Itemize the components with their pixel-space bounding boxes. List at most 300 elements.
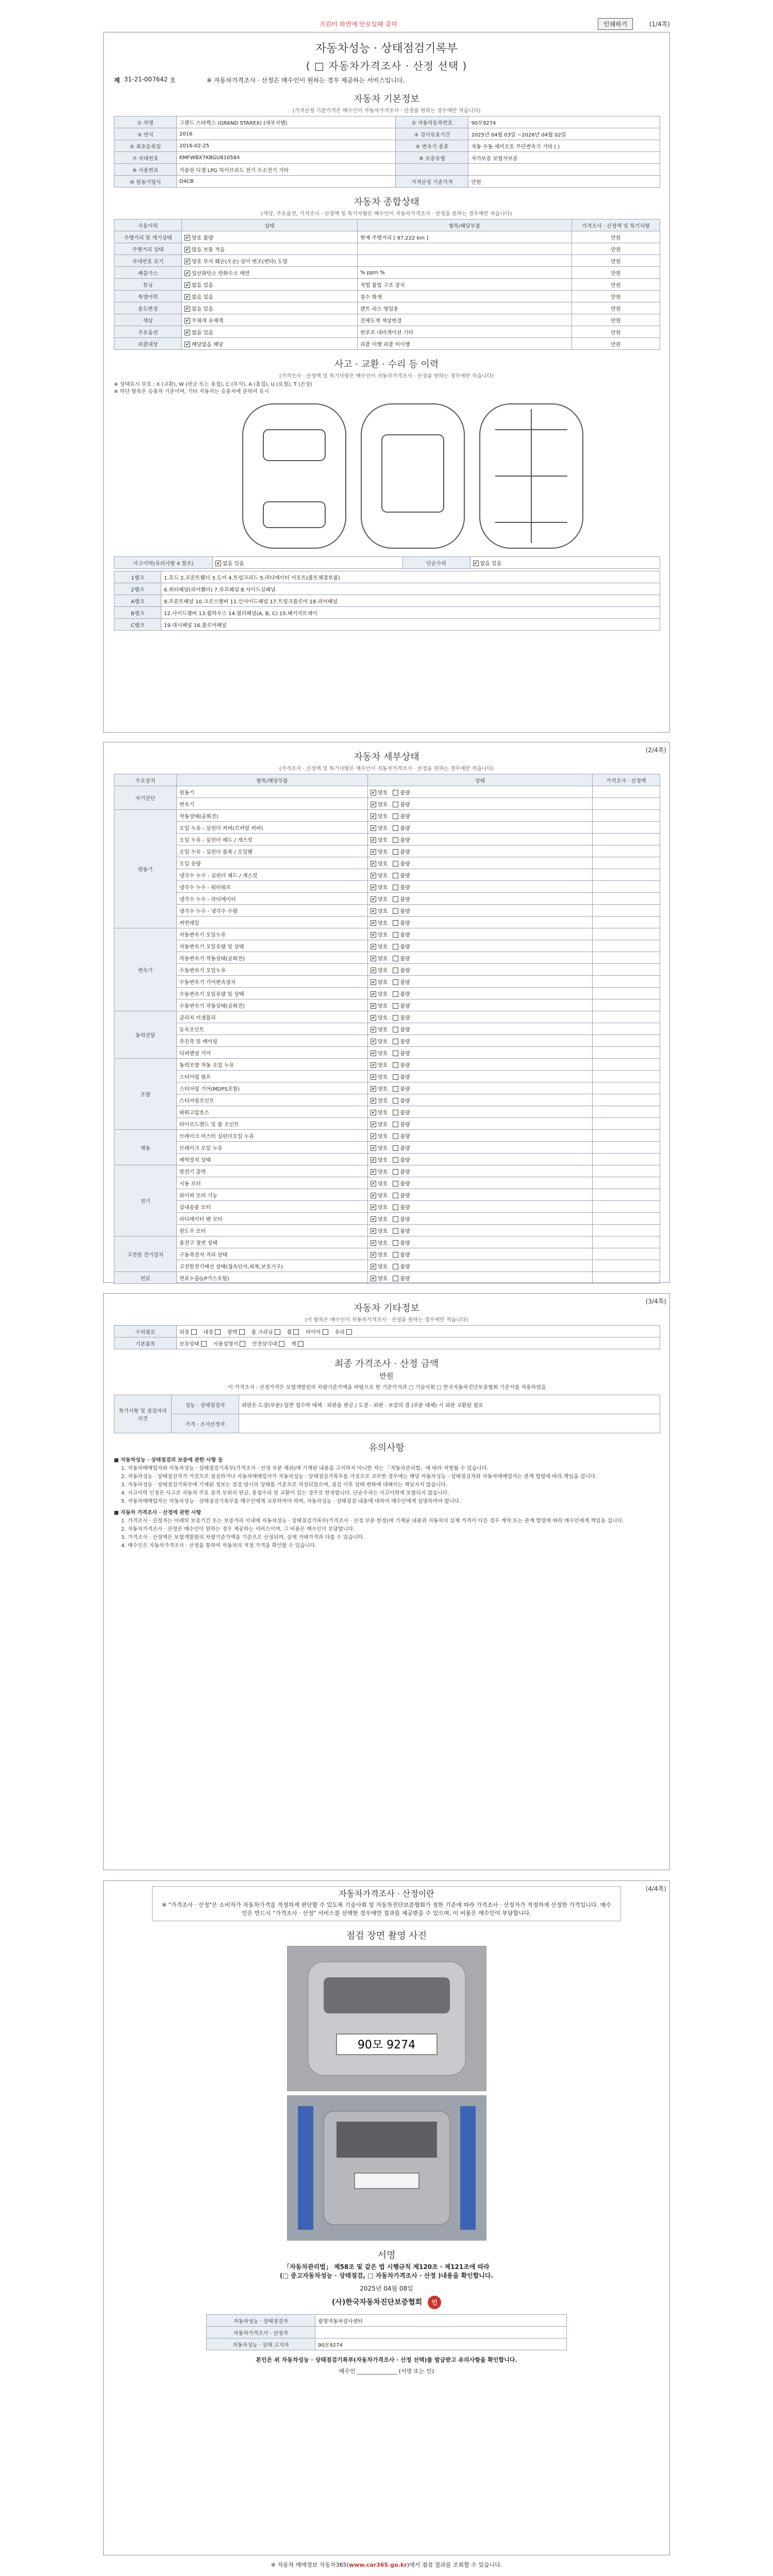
state-cell: ✔ 양호 불량 bbox=[368, 1154, 593, 1165]
signature-org: (사)한국자동차진단보증협회 인 bbox=[104, 2296, 669, 2309]
basic-info-note: (가격산정 기준가격은 매수인이 자동차가격조사 · 산정을 원하는 경우에만 적습니다) bbox=[292, 108, 481, 114]
state-cell: ✔ 양호 불량 bbox=[368, 976, 593, 988]
checkbox bbox=[393, 1276, 398, 1281]
checkbox bbox=[393, 1015, 398, 1021]
overall-row: 리콜대상 ✔ 해당없음 해당 리콜 이행 리콜 미이행 만원 bbox=[114, 338, 660, 350]
col-header: 가격조사 · 산정액 및 특기사항 bbox=[572, 219, 660, 231]
checkbox bbox=[393, 1205, 398, 1210]
checkbox bbox=[393, 1169, 398, 1175]
price-cell bbox=[593, 1011, 660, 1023]
detail-row: 등속조인트 ✔ 양호 불량 bbox=[114, 1023, 660, 1035]
state-cell: ✔ 양호 불량 bbox=[368, 1142, 593, 1154]
overall-row: 튜닝 ✔ 없음 있음 적법 불법 구조 장치 만원 bbox=[114, 279, 660, 291]
state-cell: ✔ 양호 불량 bbox=[368, 1059, 593, 1071]
state-cell: ✔ 없음 있음 bbox=[182, 279, 358, 291]
detail-row: 오일 누유 - 실린더 헤드 / 개스킷 ✔ 양호 불량 bbox=[114, 834, 660, 845]
checkbox bbox=[393, 849, 398, 855]
checkbox bbox=[371, 1003, 376, 1009]
checkbox bbox=[371, 1276, 376, 1281]
price-cell bbox=[593, 1094, 660, 1106]
basic-row: ① 차명 그랜드 스타렉스 (GRAND STAREX) (새부지템) ② 자동차등록번호 90모9274 bbox=[114, 116, 660, 128]
checkbox bbox=[393, 1240, 398, 1246]
pricer-opinion-text bbox=[239, 1414, 660, 1433]
buyer-row: 매수인 ______________ (서명 또는 인) bbox=[339, 2368, 434, 2375]
rear-car-image bbox=[288, 2096, 486, 2240]
checkbox bbox=[184, 318, 190, 324]
checkbox bbox=[371, 1122, 376, 1127]
price-cell bbox=[593, 928, 660, 940]
checkbox bbox=[371, 1264, 376, 1269]
state-cell: ✔ 일산화탄소 탄화수소 매연 bbox=[182, 267, 358, 279]
checkbox bbox=[393, 1252, 398, 1258]
state-cell: ✔ 양호 불량 bbox=[368, 905, 593, 917]
print-notice-link[interactable]: 프린터 화면에 안보일때 클릭 bbox=[320, 21, 397, 28]
rear-window-shape bbox=[263, 502, 325, 528]
final-price-unit: 만원 bbox=[379, 1372, 394, 1381]
detail-row: 스티어링조인트 ✔ 양호 불량 bbox=[114, 1094, 660, 1106]
col-header: 가격조사 · 산정액 bbox=[593, 774, 660, 786]
checkbox bbox=[393, 1062, 398, 1068]
overall-state-note: (색상, 주요옵션, 가격조사 · 산정액 및 특기사항은 매수인이 자동차가격조사 · 산정을 원하는 경우에만 적습니다) bbox=[261, 211, 512, 217]
doc-number: 31-21-007642 bbox=[124, 76, 168, 83]
basic-row: ③ 연식 2016 ④ 검사유효기간 2025년 04월 03일 ~2026년 04월 02일 bbox=[114, 128, 660, 140]
detail-row: 변속기 자동변속기 오일누유 ✔ 양호 불량 bbox=[114, 928, 660, 940]
basic-row: ⑤ 최초등록일 2016-02-25 ⑥ 변속기 종류 자동 수동 세미오토 무단변속기 기타 ( ) bbox=[114, 140, 660, 152]
top-bar bbox=[103, 15, 670, 31]
detail-row: 타이로드엔드 및 볼 조인트 ✔ 양호 불량 bbox=[114, 1118, 660, 1130]
license-plate-text: 90모 9274 bbox=[357, 2039, 415, 2052]
state-cell: ✔ 양호 불량 bbox=[368, 822, 593, 834]
caution-paragraph: 3. 가격조사 · 산정액은 보험개발원의 차량기준가액을 기준으로 산정되며, 실제 거래가격과 다를 수 있습니다. bbox=[121, 1535, 365, 1540]
roof-shape bbox=[382, 435, 444, 512]
caution-paragraph: 2. 자동차가격조사 · 산정은 매수인이 원하는 경우 제공하는 서비스이며, 그 비용은 매수인이 부담합니다. bbox=[121, 1527, 355, 1532]
state-cell: ✔ 양호 불량 bbox=[368, 988, 593, 999]
detail-row: 수동변속기 오일누유 ✔ 양호 불량 bbox=[114, 964, 660, 976]
checkbox bbox=[393, 1074, 398, 1080]
checkbox bbox=[371, 1205, 376, 1210]
state-cell: ✔ 양호 불량 bbox=[368, 940, 593, 952]
price-cell bbox=[593, 786, 660, 798]
checkbox bbox=[371, 1015, 376, 1021]
detail-row: 조향 동력조향 작동 오일 누유 ✔ 양호 불량 bbox=[114, 1059, 660, 1071]
price-cell bbox=[593, 1201, 660, 1213]
checkbox bbox=[371, 825, 376, 831]
detail-row: 오일 누유 - 실린더 블록 / 오일팬 ✔ 양호 불량 bbox=[114, 845, 660, 857]
page-3 bbox=[103, 1293, 670, 1870]
checkbox bbox=[393, 920, 398, 926]
checkbox bbox=[184, 330, 190, 335]
car-left-view bbox=[243, 404, 346, 548]
checkbox bbox=[201, 1341, 207, 1347]
detail-row: 라디에이터 팬 모터 ✔ 양호 불량 bbox=[114, 1213, 660, 1225]
accident-history-note: (가격조사 · 산정액 및 특기사항은 매수인이 자동차가격조사 · 산정을 원하는 경우에만 적습니다) bbox=[279, 374, 494, 379]
detail-row: 오일 유량 ✔ 양호 불량 bbox=[114, 857, 660, 869]
checkbox bbox=[393, 1098, 398, 1104]
car365-link[interactable]: www.car365.go.kr bbox=[348, 2562, 407, 2568]
inspector-opinion-table: 특기사항 및 점검자의 의견 성능 · 상태점검자 외판은 도장(부분)·일반 접수마 대체 · 외판을 판금 / 도장 · 외판 · 보강의 결 (부분 대체) 시 외판 교환된 필요 가격 · 조사산정자 bbox=[114, 1395, 660, 1433]
price-cell bbox=[593, 798, 660, 810]
checkbox bbox=[239, 1329, 245, 1335]
signature-law-line: 「자동차관리법」 제58조 및 같은 법 시행규칙 제120조 · 제121조에 따라 bbox=[283, 2263, 490, 2270]
checkbox bbox=[393, 1216, 398, 1222]
price-cell bbox=[593, 881, 660, 893]
history-label: 사고이력(유의사항 4 참조) bbox=[114, 557, 213, 569]
accident-row: 2랭크 6.쿼터패널(리어휀더) 7.루프패널 8.사이드실패널 bbox=[114, 583, 660, 595]
checkbox bbox=[371, 1027, 376, 1032]
state-cell: ✔ 양호 불량 bbox=[182, 231, 358, 243]
state-cell: ✔ 양호 불량 bbox=[368, 810, 593, 822]
checkbox bbox=[371, 968, 376, 973]
detail-row: 냉각수 누수 - 워터펌프 ✔ 양호 불량 bbox=[114, 881, 660, 893]
checkbox bbox=[184, 235, 190, 241]
checkbox bbox=[393, 991, 398, 997]
state-cell: ✔ 양호 불량 bbox=[368, 1035, 593, 1047]
checkbox bbox=[393, 1086, 398, 1092]
checkbox bbox=[393, 814, 398, 819]
signature-title: 서명 bbox=[377, 2250, 396, 2261]
price-cell bbox=[593, 845, 660, 857]
checkbox bbox=[473, 561, 479, 566]
price-cell bbox=[593, 869, 660, 881]
page-1 bbox=[103, 32, 670, 733]
checkbox bbox=[393, 825, 398, 831]
detail-row: 브레이크 오일 누유 ✔ 양호 불량 bbox=[114, 1142, 660, 1154]
legend-line: ※ 상태표시 부호 : X (교환), W (판금 또는 용접), C (부식), A (흠집), U (요철), T (손상) bbox=[114, 382, 313, 387]
price-cell bbox=[593, 988, 660, 999]
price-cell bbox=[593, 1272, 660, 1284]
caution-paragraph: 5. 자동차매매업자는 자동차성능 · 상태점검기록부를 매수인에게 교부하여야 하며, 자동차성능 · 상태점검 내용에 대하여 매수인에게 설명하여야 합니다. bbox=[121, 1499, 461, 1504]
signature-law-line: (□ 중고자동차성능 · 상태점검, □ 자동차가격조사 · 산정 )내용을 확인합니다. bbox=[279, 2272, 494, 2279]
price-cell bbox=[593, 1213, 660, 1225]
price-cell bbox=[593, 893, 660, 905]
basic-info-table bbox=[114, 116, 660, 188]
detail-row: 와이퍼 모터 기능 ✔ 양호 불량 bbox=[114, 1189, 660, 1201]
accident-row: C랭크 19.대시패널 16.플로어패널 bbox=[114, 619, 660, 631]
checkbox bbox=[371, 885, 376, 890]
checkbox bbox=[184, 342, 190, 347]
windshield-shape bbox=[263, 430, 325, 461]
state-cell: ✔ 양호 불량 bbox=[368, 1071, 593, 1082]
price-cell bbox=[593, 952, 660, 964]
final-price-note: 이 가격조사 · 산정가격은 보험개발원의 차량기준가액을 바탕으로 한 기준가격과 □ 기술사회 □ 한국자동차진단보증협회 기준서를 적용하였음 bbox=[228, 1385, 546, 1391]
photos-title: 점검 장면 촬영 사진 bbox=[346, 1930, 427, 1941]
state-cell: ✔ 양호 불량 bbox=[368, 857, 593, 869]
checkbox bbox=[371, 1098, 376, 1104]
state-cell: ✔ 양호 불량 bbox=[368, 917, 593, 928]
page-number: (3/4쪽) bbox=[645, 1298, 666, 1305]
legend-line: ※ 하단 항목은 승용차 기준이며, 기타 자동차는 승용차에 준하여 표시 bbox=[114, 389, 269, 395]
detail-row: 스티어링 기어(MDPS포함) ✔ 양호 불량 bbox=[114, 1082, 660, 1094]
detail-row: 연료 연료누출(LP가스포함) ✔ 양호 불량 bbox=[114, 1272, 660, 1284]
signature-row: 자동차가격조사 · 산정자 bbox=[207, 2327, 567, 2338]
detail-row: 원동기 작동상태(공회전) ✔ 양호 불량 bbox=[114, 810, 660, 822]
detail-row: 냉각수 누수 - 냉각수 수량 ✔ 양호 불량 bbox=[114, 905, 660, 917]
inspector-opinion-text: 외판은 도장(부분)·일반 접수마 대체 · 외판을 판금 / 도장 · 외판 · 보강의 결 (부분 대체) 시 외판 교환된 필요 bbox=[239, 1395, 660, 1414]
price-cell bbox=[593, 1236, 660, 1248]
car-diagram bbox=[114, 399, 660, 553]
state-cell: ✔ 양호 불량 bbox=[368, 798, 593, 810]
state-cell: ✔ 양호 불량 bbox=[368, 964, 593, 976]
price-cell bbox=[593, 964, 660, 976]
state-cell: ✔ 양호 불량 bbox=[368, 1094, 593, 1106]
price-cell bbox=[593, 1177, 660, 1189]
checkbox bbox=[371, 861, 376, 867]
overall-state-table bbox=[114, 219, 660, 350]
checkbox bbox=[371, 1086, 376, 1092]
checkbox bbox=[393, 932, 398, 938]
detail-row: 동력전달 클러치 어셈블리 ✔ 양호 불량 bbox=[114, 1011, 660, 1023]
price-cell bbox=[593, 940, 660, 952]
detail-row: 윈도우 모터 ✔ 양호 불량 bbox=[114, 1225, 660, 1236]
document-title: 자동차성능 · 상태점검기록부 bbox=[315, 42, 458, 55]
detail-state-table bbox=[114, 774, 660, 1284]
seal-stamp: 인 bbox=[428, 2296, 441, 2309]
checkbox bbox=[393, 873, 398, 878]
state-cell: ✔ 양호 불량 bbox=[368, 786, 593, 798]
detail-row: 수동변속기 오일유량 및 상태 ✔ 양호 불량 bbox=[114, 988, 660, 999]
detail-row: 제동 브레이크 마스터 실린더오일 누유 ✔ 양호 불량 bbox=[114, 1130, 660, 1142]
state-cell: ✔ 양호 불량 bbox=[368, 952, 593, 964]
price-cell bbox=[593, 1071, 660, 1082]
detail-row: 전기 발전기 출력 ✔ 양호 불량 bbox=[114, 1165, 660, 1177]
page-number: (2/4쪽) bbox=[645, 747, 666, 754]
overall-row: 용도변경 ✔ 없음 있음 렌트 리스 영업용 만원 bbox=[114, 302, 660, 314]
service-notice: ※ 자동차가격조사 · 산정은 매수인이 원하는 경우 제공하는 서비스입니다. bbox=[207, 77, 405, 84]
signature-date: 2025년 04월 08일 bbox=[360, 2285, 413, 2292]
caution-paragraph: 4. 사고이력 인정은 사고로 자동차 주요 골격 부위의 판금, 용접수리 및 교환이 있는 경우로 한정합니다. 단순수리는 사고이력에 포함되지 않습니다. bbox=[121, 1490, 449, 1496]
state-cell: ✔ 양호 불량 bbox=[368, 1213, 593, 1225]
price-cell bbox=[593, 1023, 660, 1035]
caution-paragraph: 1. 가격조사 · 산정자는 아래의 보증기간 또는 보증거리 이내에 자동차성능 · 상태점검기록부(가격조사 · 산정 부분 한정)에 기재된 내용과 자동차의 실제 가격이 다른 경우 계약 또는 관계 법령에 따라 매수인에게 책임을 집니다. bbox=[121, 1518, 624, 1524]
checkbox bbox=[371, 1216, 376, 1222]
state-cell: ✔ 양호 불량 bbox=[368, 1177, 593, 1189]
checkbox bbox=[371, 814, 376, 819]
detail-row: 자동변속기 오일유량 및 상태 ✔ 양호 불량 bbox=[114, 940, 660, 952]
state-cell: ✔ 양호 불량 bbox=[368, 1106, 593, 1118]
detail-row: 수동변속기 작동상태(공회전) ✔ 양호 불량 bbox=[114, 999, 660, 1011]
detail-row: 변속기 ✔ 양호 불량 bbox=[114, 798, 660, 810]
col-header: 상태 bbox=[368, 774, 593, 786]
signature-table bbox=[206, 2314, 567, 2350]
checkbox bbox=[371, 837, 376, 843]
explain-text: ※ "가격조사 · 산정"은 소비자가 자동차가격을 적정하게 판단할 수 있도록 기술사회 및 자동차진단보증협회가 정한 기준에 따라 가격조사 · 산정자가 적정하게 산정한 가격입니다. 매수인은 반드시 "가격조사 · 산정" 서비스를 선택한 경우에만 결과를 제공받을 수 있으며, 이 비용은 매수인이 부담합니다. bbox=[162, 1902, 611, 1917]
detail-row: 파워고압호스 ✔ 양호 불량 bbox=[114, 1106, 660, 1118]
detail-row: 디퍼렌셜 기어 ✔ 양호 불량 bbox=[114, 1047, 660, 1059]
checkbox bbox=[393, 896, 398, 902]
checkbox bbox=[393, 1193, 398, 1198]
accident-parts-table bbox=[114, 571, 660, 631]
checkbox bbox=[371, 790, 376, 795]
price-cell bbox=[593, 1059, 660, 1071]
state-cell: ✔ 양호 불량 bbox=[368, 1248, 593, 1260]
basic-info-title: 자동차 기본정보 bbox=[354, 94, 419, 105]
checkbox bbox=[371, 1145, 376, 1151]
checkbox bbox=[393, 1157, 398, 1163]
state-cell: ✔ 양호 불량 bbox=[368, 893, 593, 905]
detail-row: 고전원전기배선 상태(접속단자,피복,보호기구) ✔ 양호 불량 bbox=[114, 1260, 660, 1272]
state-cell: ✔ 양호 불량 bbox=[368, 845, 593, 857]
state-cell: ✔ 무채색 유채색 bbox=[182, 314, 358, 326]
agree-line: 본인은 위 자동차성능 · 상태점검기록부(자동차가격조사 · 산정 선택)를 발급받고 유의사항을 확인합니다. bbox=[256, 2357, 517, 2363]
checkbox bbox=[393, 1264, 398, 1269]
checkbox bbox=[371, 979, 376, 985]
price-cell bbox=[593, 999, 660, 1011]
checkbox bbox=[371, 944, 376, 950]
checkbox bbox=[191, 1329, 197, 1335]
checkbox bbox=[393, 1133, 398, 1139]
detail-row: 실내송풍 모터 ✔ 양호 불량 bbox=[114, 1201, 660, 1213]
price-cell bbox=[593, 822, 660, 834]
footer: ※ 자동차 매매정보 자동차365(www.car365.go.kr)에서 점검 결과를 조회할 수 있습니다. bbox=[271, 2562, 502, 2568]
overall-row: 주행거리 및 계기상태 ✔ 양호 불량 현재 주행거리 [ 97,222 km ] 만원 bbox=[114, 231, 660, 243]
price-cell bbox=[593, 810, 660, 822]
checkbox bbox=[393, 790, 398, 795]
checkbox bbox=[393, 1145, 398, 1151]
page-number: (1/4쪽) bbox=[649, 21, 670, 28]
col-header: 사용이력 bbox=[114, 219, 182, 231]
detail-row: 배력장치 상태 ✔ 양호 불량 bbox=[114, 1154, 660, 1165]
state-cell: ✔ 양호 불량 bbox=[368, 1225, 593, 1236]
detail-row: 시동 모터 ✔ 양호 불량 bbox=[114, 1177, 660, 1189]
checkbox bbox=[393, 802, 398, 807]
checkbox bbox=[371, 1181, 376, 1187]
checkbox bbox=[371, 1039, 376, 1044]
caution-paragraph: 1. 자동차매매업자와 자동차성능 · 상태점검기록부(가격조사 · 산정 부분 제외)에 기재된 내용을 고지하지 아니한 자는 「자동차관리법」에 따라 처벌될 수 있습니다. bbox=[121, 1466, 489, 1471]
checkbox bbox=[393, 885, 398, 890]
state-cell: ✔ 없음 있음 bbox=[182, 326, 358, 338]
price-cell bbox=[593, 1047, 660, 1059]
checkbox bbox=[371, 908, 376, 914]
checkbox bbox=[371, 849, 376, 855]
basic-row: ⑦ 차대번호 KMFWBX7KBGU810584 ⑧ 보증유형 자가보증 보험사보증 bbox=[114, 152, 660, 164]
checkbox bbox=[184, 270, 190, 276]
explain-box bbox=[152, 1886, 621, 1921]
checkbox bbox=[275, 1329, 280, 1335]
state-cell: ✔ 없음 있음 bbox=[182, 302, 358, 314]
checkbox bbox=[371, 1240, 376, 1246]
accident-row: A랭크 9.프론트패널 10.크로스멤버 11.인사이드패널 17.트렁크플로어 18.리어패널 bbox=[114, 595, 660, 607]
overall-row: 차대번호 표기 ✔ 양호 부식 훼손(오손) 상이 변조(변타) 도말 만원 bbox=[114, 255, 660, 267]
price-cell bbox=[593, 917, 660, 928]
checkbox bbox=[371, 1062, 376, 1068]
price-cell bbox=[593, 1165, 660, 1177]
caution-paragraph: 2. 자동차성능 · 상태점검자가 거짓으로 점검하거나 자동차매매업자가 자동차성능 · 상태점검기록부를 거짓으로 교부한 경우에는 해당 자동차성능 · 상태점검자와 자동차매매업자는 관계 법령에 따라 책임을 집니다. bbox=[121, 1474, 597, 1480]
detail-row: 오일 누유 - 실린더 커버(로커암 커버) ✔ 양호 불량 bbox=[114, 822, 660, 834]
checkbox bbox=[371, 991, 376, 997]
caution-heading: ■ 자동차성능 · 상태점검의 보증에 관한 사항 등 bbox=[114, 1458, 223, 1463]
detail-row: 냉각수 누수 - 라디에이터 ✔ 양호 불량 bbox=[114, 893, 660, 905]
checkbox bbox=[240, 1341, 245, 1347]
state-cell: ✔ 양호 불량 bbox=[368, 869, 593, 881]
caution-title: 유의사항 bbox=[368, 1443, 405, 1453]
detail-state-note: (가격조사 · 산정액 및 특기사항은 매수인이 자동차가격조사 · 산정을 원하는 경우에만 적습니다) bbox=[279, 766, 494, 772]
state-cell: ✔ 양호 불량 bbox=[368, 1272, 593, 1284]
state-cell: ✔ 양호 불량 bbox=[368, 928, 593, 940]
price-cell bbox=[593, 1189, 660, 1201]
checkbox bbox=[298, 1341, 304, 1347]
col-header: 항목/해당부품 bbox=[177, 774, 368, 786]
col-header: 주요장치 bbox=[114, 774, 177, 786]
col-header: 항목/해당부품 bbox=[358, 219, 572, 231]
detail-row: 스티어링 펌프 ✔ 양호 불량 bbox=[114, 1071, 660, 1082]
checkbox bbox=[184, 259, 190, 264]
checkbox bbox=[393, 1027, 398, 1032]
page-2 bbox=[103, 742, 670, 1283]
price-cell bbox=[593, 1248, 660, 1260]
car-outline-svg bbox=[114, 399, 660, 553]
page-number: (4/4쪽) bbox=[645, 1885, 666, 1892]
state-cell: ✔ 양호 불량 bbox=[368, 999, 593, 1011]
checkbox bbox=[293, 1329, 299, 1335]
price-cell bbox=[593, 1106, 660, 1118]
checkbox bbox=[184, 282, 190, 288]
state-cell: ✔ 양호 불량 bbox=[368, 1011, 593, 1023]
front-car-image bbox=[288, 1946, 486, 2091]
overall-row: 배출가스 ✔ 일산화탄소 탄화수소 매연 % ppm % 만원 bbox=[114, 267, 660, 279]
other-row: 기본품목 보유상태 사용설명서 안전삼각대 잭 bbox=[114, 1337, 660, 1349]
accident-summary-table bbox=[114, 556, 660, 569]
state-cell: ✔ 없음 있음 bbox=[182, 291, 358, 302]
state-cell: ✔ 양호 부식 훼손(오손) 상이 변조(변타) 도말 bbox=[182, 255, 358, 267]
col-header: 상태 bbox=[182, 219, 358, 231]
checkbox bbox=[393, 1110, 398, 1115]
caution-paragraph: 4. 매수인은 자동차가격조사 · 산정을 통하여 자동차의 적정 가격을 확인할 수 있습니다. bbox=[121, 1543, 317, 1549]
state-cell: ✔ 양호 불량 bbox=[368, 1082, 593, 1094]
price-cell bbox=[593, 905, 660, 917]
document-subtitle: ( □ 자동차가격조사 · 산정 선택 ) bbox=[306, 60, 467, 72]
detail-state-title: 자동차 세부상태 bbox=[354, 752, 419, 762]
other-info-note: (이 항목은 매수인이 자동차가격조사 · 산정을 원하는 경우에만 적습니다) bbox=[305, 1317, 468, 1323]
state-cell: ✔ 양호 불량 bbox=[368, 1023, 593, 1035]
history-value: ✔ 없음 있음 bbox=[213, 557, 403, 569]
doc-number-row: 제 31-21-007642 호 ※ 자동차가격조사 · 산정은 매수인이 원하는 경우 제공하는 서비스입니다. bbox=[114, 76, 405, 84]
checkbox bbox=[371, 802, 376, 807]
price-cell bbox=[593, 834, 660, 845]
car-top-view bbox=[361, 404, 464, 548]
checkbox bbox=[393, 1181, 398, 1187]
price-cell bbox=[593, 1154, 660, 1165]
state-cell: ✔ 양호 불량 bbox=[368, 1201, 593, 1213]
detail-row: 커먼레일 ✔ 양호 불량 bbox=[114, 917, 660, 928]
accident-row: 1랭크 1.후드 2.프론트휀더 3.도어 4.트렁크리드 5.라디에이터 서포트(볼트체결부품) bbox=[114, 571, 660, 583]
repair-value: ✔ 없음 있음 bbox=[470, 557, 660, 569]
caution-paragraph: 3. 자동차성능 · 상태점검기록부에 기재된 정보는 점검 당시의 상태를 기준으로 작성되었으며, 점검 이후 상태 변화에 대해서는 책임지지 않습니다. bbox=[121, 1482, 448, 1488]
checkbox bbox=[371, 1228, 376, 1234]
checkbox bbox=[371, 932, 376, 938]
repair-label: 단순수리 bbox=[402, 557, 470, 569]
checkbox bbox=[393, 944, 398, 950]
state-cell: ✔ 양호 불량 bbox=[368, 1118, 593, 1130]
accident-history-title: 사고 · 교환 · 수리 등 이력 bbox=[334, 359, 439, 370]
checkbox bbox=[184, 306, 190, 312]
state-cell: ✔ 많음 보통 적음 bbox=[182, 243, 358, 255]
other-row: 수리필요 외장 내장 광택 룸 크리닝 휠 타이어 유리 bbox=[114, 1326, 660, 1337]
price-cell bbox=[593, 1260, 660, 1272]
explain-title: 자동차가격조사 · 산정이란 bbox=[339, 1889, 434, 1899]
checkbox bbox=[184, 294, 190, 300]
state-cell: ✔ 양호 불량 bbox=[368, 1189, 593, 1201]
checkbox bbox=[346, 1329, 352, 1335]
price-cell bbox=[593, 857, 660, 869]
print-button[interactable]: 인쇄하기 bbox=[598, 18, 633, 30]
front-photo bbox=[287, 1946, 486, 2091]
caution-heading: ■ 자동차 가격조사 · 산정에 관한 사항 bbox=[114, 1510, 201, 1516]
checkbox bbox=[323, 1329, 328, 1335]
final-price-title: 최종 가격조사 · 산정 금액 bbox=[334, 1359, 439, 1369]
price-cell bbox=[593, 1225, 660, 1236]
detail-row: 수동변속기 기어변속장치 ✔ 양호 불량 bbox=[114, 976, 660, 988]
overall-row: 주행거리 상태 ✔ 많음 보통 적음 만원 bbox=[114, 243, 660, 255]
